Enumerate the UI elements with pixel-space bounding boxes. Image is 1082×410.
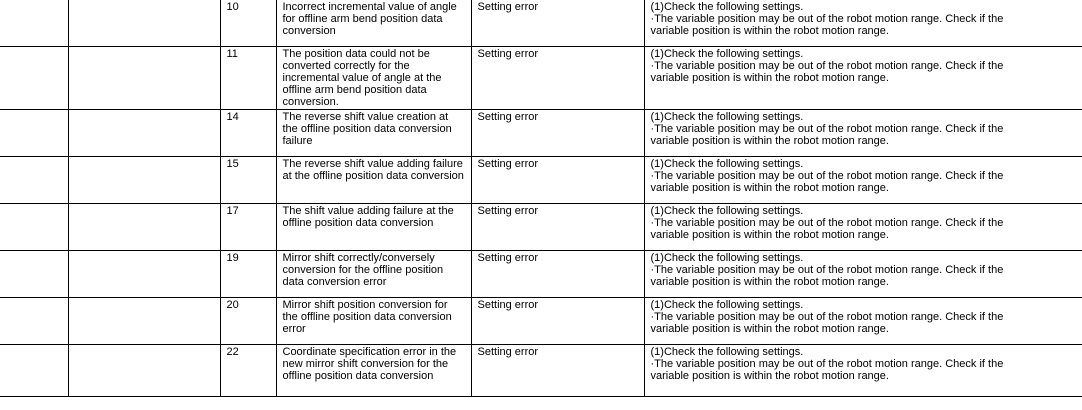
action-line: ·The variable position may be out of the robot motion range. Check if the: [650, 13, 1004, 25]
action-line: variable position is within the robot motion range.: [650, 276, 889, 288]
description-text: The position data could not be converted correctly for the incremental value of angle at the offline arm bend position data conversion.: [282, 48, 442, 108]
blank-cell: [0, 298, 68, 345]
blank-cell: [0, 47, 68, 110]
description-cell: [276, 345, 471, 397]
blank-cell: [68, 204, 220, 251]
action-cell: [644, 251, 1082, 298]
action-cell: [644, 110, 1082, 157]
description-cell: [276, 204, 471, 251]
table-row: [0, 110, 1082, 157]
action-line: ·The variable position may be out of the robot motion range. Check if the: [650, 311, 1004, 323]
table-row: [0, 298, 1082, 345]
description-text: Coordinate specification error in the new mirror shift conversion for the offline position data conversion: [282, 346, 457, 382]
description-cell: [276, 298, 471, 345]
action-line: variable position is within the robot motion range.: [650, 25, 889, 37]
action-line: variable position is within the robot motion range.: [650, 135, 889, 147]
type-cell: Setting error: [471, 0, 644, 47]
blank-cell: [68, 110, 220, 157]
description-cell: [276, 251, 471, 298]
blank-cell: [0, 157, 68, 204]
type-cell: Setting error: [471, 345, 644, 397]
action-line: variable position is within the robot motion range.: [650, 229, 889, 241]
description-cell: [276, 110, 471, 157]
action-line: (1)Check the following settings.: [650, 346, 804, 358]
description-text: Incorrect incremental value of angle for offline arm bend position data conversion: [282, 1, 457, 37]
description-text: Mirror shift correctly/conversely conversion for the offline position data conversion error: [282, 252, 444, 288]
action-cell: [644, 47, 1082, 110]
action-line: variable position is within the robot motion range.: [650, 72, 889, 84]
type-cell: Setting error: [471, 251, 644, 298]
action-line: (1)Check the following settings.: [650, 299, 804, 311]
table-row: [0, 0, 1082, 47]
action-line: ·The variable position may be out of the robot motion range. Check if the: [650, 358, 1004, 370]
table-row: [0, 47, 1082, 110]
blank-cell: [0, 251, 68, 298]
description-text: The reverse shift value adding failure at the offline position data conversion: [282, 158, 464, 182]
table-row: [0, 204, 1082, 251]
action-line: (1)Check the following settings.: [650, 252, 804, 264]
type-cell: Setting error: [471, 204, 644, 251]
blank-cell: [0, 345, 68, 397]
action-line: ·The variable position may be out of the robot motion range. Check if the: [650, 264, 1004, 276]
action-line: variable position is within the robot motion range.: [650, 370, 889, 382]
code-cell: 17: [220, 204, 276, 251]
table-row: [0, 157, 1082, 204]
table-row: [0, 251, 1082, 298]
blank-cell: [68, 47, 220, 110]
blank-cell: [0, 110, 68, 157]
blank-cell: [0, 0, 68, 47]
description-cell: [276, 47, 471, 110]
description-cell: [276, 0, 471, 47]
action-cell: [644, 298, 1082, 345]
description-cell: [276, 157, 471, 204]
type-cell: Setting error: [471, 47, 644, 110]
action-line: (1)Check the following settings.: [650, 1, 804, 13]
blank-cell: [68, 0, 220, 47]
action-line: (1)Check the following settings.: [650, 48, 804, 60]
blank-cell: [0, 204, 68, 251]
table-row: [0, 345, 1082, 397]
code-cell: 10: [220, 0, 276, 47]
action-cell: [644, 345, 1082, 397]
action-line: ·The variable position may be out of the robot motion range. Check if the: [650, 123, 1004, 135]
description-text: The shift value adding failure at the offline position data conversion: [282, 205, 454, 229]
action-line: ·The variable position may be out of the robot motion range. Check if the: [650, 217, 1004, 229]
code-cell: 19: [220, 251, 276, 298]
code-cell: 20: [220, 298, 276, 345]
description-text: Mirror shift position conversion for the offline position data conversion error: [282, 299, 452, 335]
action-cell: [644, 157, 1082, 204]
code-cell: 11: [220, 47, 276, 110]
code-cell: 15: [220, 157, 276, 204]
code-cell: 22: [220, 345, 276, 397]
blank-cell: [68, 157, 220, 204]
code-cell: 14: [220, 110, 276, 157]
type-cell: Setting error: [471, 110, 644, 157]
blank-cell: [68, 345, 220, 397]
action-line: (1)Check the following settings.: [650, 205, 804, 217]
action-line: variable position is within the robot motion range.: [650, 323, 889, 335]
type-cell: Setting error: [471, 298, 644, 345]
action-line: variable position is within the robot motion range.: [650, 182, 889, 194]
description-text: The reverse shift value creation at the offline position data conversion failure: [282, 111, 452, 147]
action-cell: [644, 204, 1082, 251]
action-line: ·The variable position may be out of the robot motion range. Check if the: [650, 170, 1004, 182]
blank-cell: [68, 251, 220, 298]
action-line: ·The variable position may be out of the robot motion range. Check if the: [650, 60, 1004, 72]
action-line: (1)Check the following settings.: [650, 158, 804, 170]
action-cell: [644, 0, 1082, 47]
action-line: (1)Check the following settings.: [650, 111, 804, 123]
type-cell: Setting error: [471, 157, 644, 204]
blank-cell: [68, 298, 220, 345]
